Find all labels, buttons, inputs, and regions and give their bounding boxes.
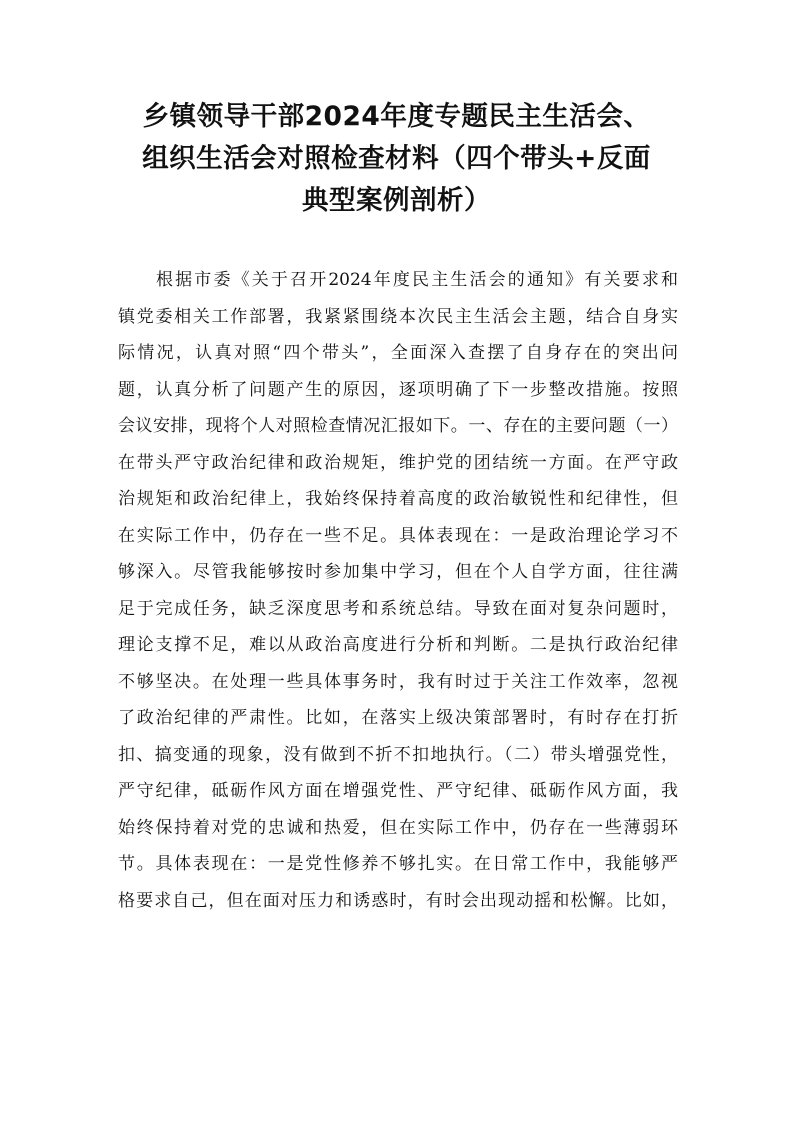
body-line: 够深入。尽管我能够按时参加集中学习，但在个人自学方面，往往满 xyxy=(118,562,678,582)
body-line: 会议安排，现将个人对照检查情况汇报如下。一、存在的主要问题（一） xyxy=(118,416,678,436)
body-line: 格要求自己，但在面对压力和诱惑时，有时会出现动摇和松懈。比如， xyxy=(118,890,678,911)
body-line: 始终保持着对党的忠诚和热爱，但在实际工作中，仍存在一些薄弱环 xyxy=(118,817,678,838)
title-line: 乡镇领导干部2024年度专题民主生活会、 xyxy=(142,101,651,132)
body-line: 在实际工作中，仍存在一些不足。具体表现在：一是政治理论学习不 xyxy=(118,525,678,546)
body-line: 足于完成任务，缺乏深度思考和系统总结。导致在面对复杂问题时， xyxy=(118,598,678,619)
body-line: 题，认真分析了问题产生的原因，逐项明确了下一步整改措施。按照 xyxy=(118,379,678,400)
body-line: 不够坚决。在处理一些具体事务时，我有时过于关注工作效率，忽视 xyxy=(118,671,678,692)
document-body xyxy=(118,262,678,919)
body-line: 理论支撑不足，难以从政治高度进行分析和判断。二是执行政治纪律 xyxy=(118,635,678,655)
body-line: 严守纪律，砥砺作风方面在增强党性、严守纪律、砥砺作风方面，我 xyxy=(118,781,678,801)
title-line: 典型案例剖析） xyxy=(302,185,491,216)
body-line: 了政治纪律的严肃性。比如，在落实上级决策部署时，有时存在打折 xyxy=(118,708,678,728)
body-line: 际情况，认真对照“四个带头”，全面深入查摆了自身存在的突出问 xyxy=(118,343,678,363)
body-line: 在带头严守政治纪律和政治规矩，维护党的团结统一方面。在严守政 xyxy=(118,452,678,473)
body-line: 节。具体表现在：一是党性修养不够扎实。在日常工作中，我能够严 xyxy=(118,854,678,874)
body-line: 镇党委相关工作部署，我紧紧围绕本次民主生活会主题，结合自身实 xyxy=(118,306,678,327)
title-line: 组织生活会对照检查材料（四个带头+反面 xyxy=(142,143,651,174)
body-line: 根据市委《关于召开2024年度民主生活会的通知》有关要求和 xyxy=(156,270,678,290)
document-title xyxy=(100,96,693,222)
body-line: 扣、搞变通的现象，没有做到不折不扣地执行。（二）带头增强党性， xyxy=(118,744,678,765)
body-line: 治规矩和政治纪律上，我始终保持着高度的政治敏锐性和纪律性，但 xyxy=(118,489,678,509)
